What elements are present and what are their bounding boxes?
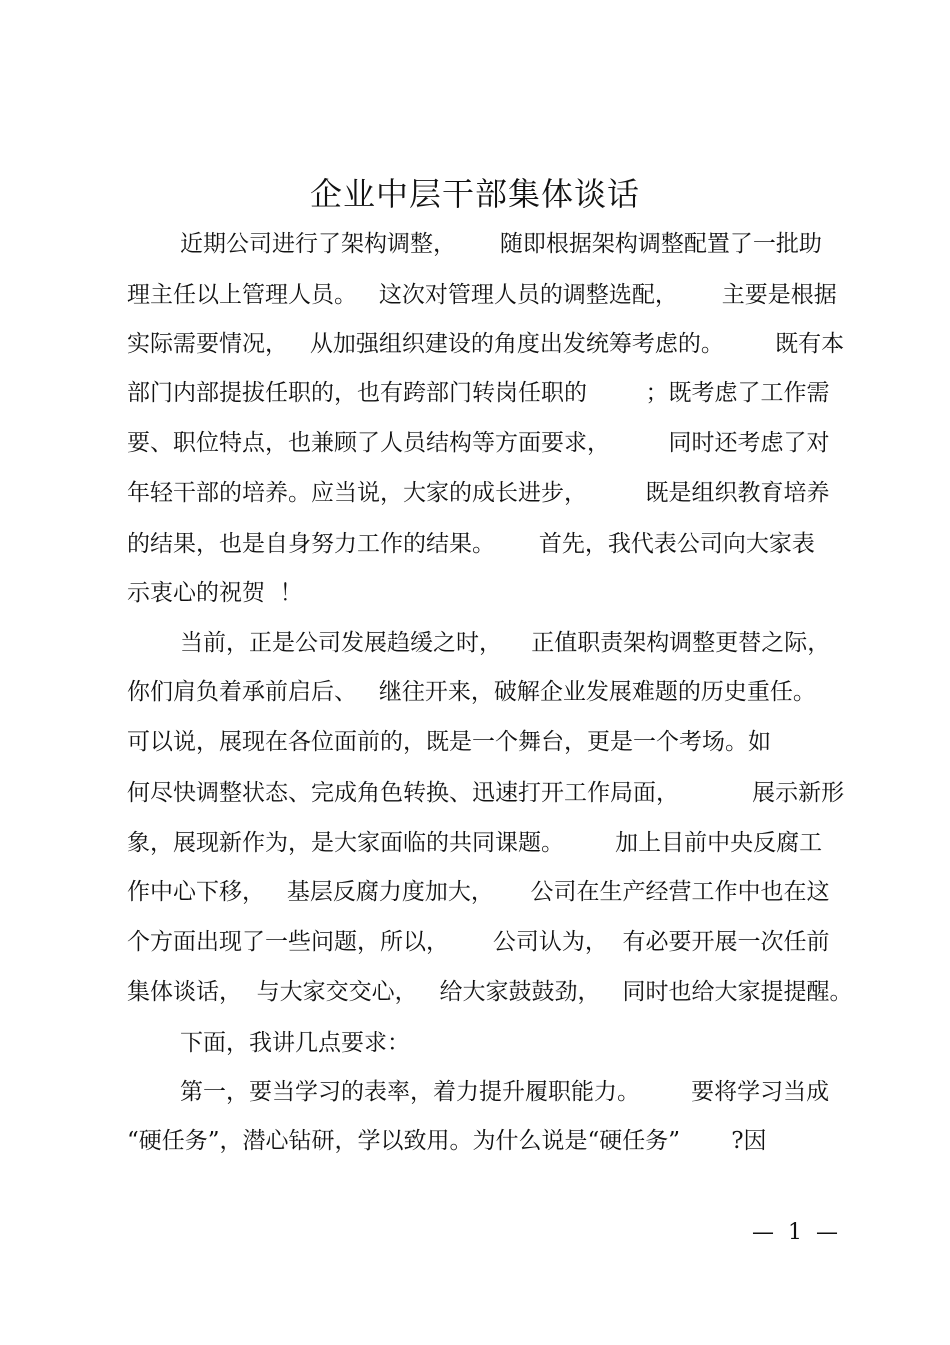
body-line: “硬任务”，潜心钻研，学以致用。为什么说是“硬任务” ?因 — [127, 1128, 767, 1154]
document-title: 企业中层干部集体谈话 — [309, 175, 640, 213]
body-line: 示衷心的祝贺 ！ — [127, 580, 303, 606]
body-line: 集体谈话， 与大家交交心， 给大家鼓鼓劲， 同时也给大家提提醒。 — [127, 979, 853, 1005]
body-line: 的结果，也是自身努力工作的结果。 首先，我代表公司向大家表 — [127, 531, 815, 557]
body-line: 近期公司进行了架构调整， 随即根据架构调整配置了一批助 — [180, 231, 822, 257]
page-number: — 1 — — [752, 1220, 838, 1245]
body-line: 可以说，展现在各位面前的，既是一个舞台，更是一个考场。如 — [127, 729, 771, 755]
body-line: 理主任以上管理人员。 这次对管理人员的调整选配， 主要是根据 — [127, 282, 837, 308]
body-line: 年轻干部的培养。应当说，大家的成长进步， 既是组织教育培养 — [127, 480, 830, 506]
body-line: 当前，正是公司发展趋缓之时， 正值职责架构调整更替之际， — [180, 630, 831, 656]
body-line: 下面，我讲几点要求： — [180, 1030, 410, 1056]
body-line: 实际需要情况， 从加强组织建设的角度出发统筹考虑的。 既有本 — [127, 331, 845, 357]
body-line: 象，展现新作为，是大家面临的共同课题。 加上目前中央反腐工 — [127, 830, 823, 856]
body-line: 部门内部提拔任职的，也有跨部门转岗任职的 ；既考虑了工作需 — [127, 380, 830, 406]
body-line: 要、职位特点，也兼顾了人员结构等方面要求， 同时还考虑了对 — [127, 430, 830, 456]
body-line: 个方面出现了一些问题，所以， 公司认为， 有必要开展一次任前 — [127, 929, 830, 955]
body-line: 第一，要当学习的表率，着力提升履职能力。 要将学习当成 — [180, 1079, 830, 1105]
body-line: 作中心下移， 基层反腐力度加大， 公司在生产经营工作中也在这 — [127, 879, 830, 905]
body-line: 何尽快调整状态、完成角色转换、迅速打开工作局面， 展示新形 — [127, 780, 845, 806]
body-line: 你们肩负着承前启后、 继往开来，破解企业发展难题的历史重任。 — [127, 679, 816, 705]
